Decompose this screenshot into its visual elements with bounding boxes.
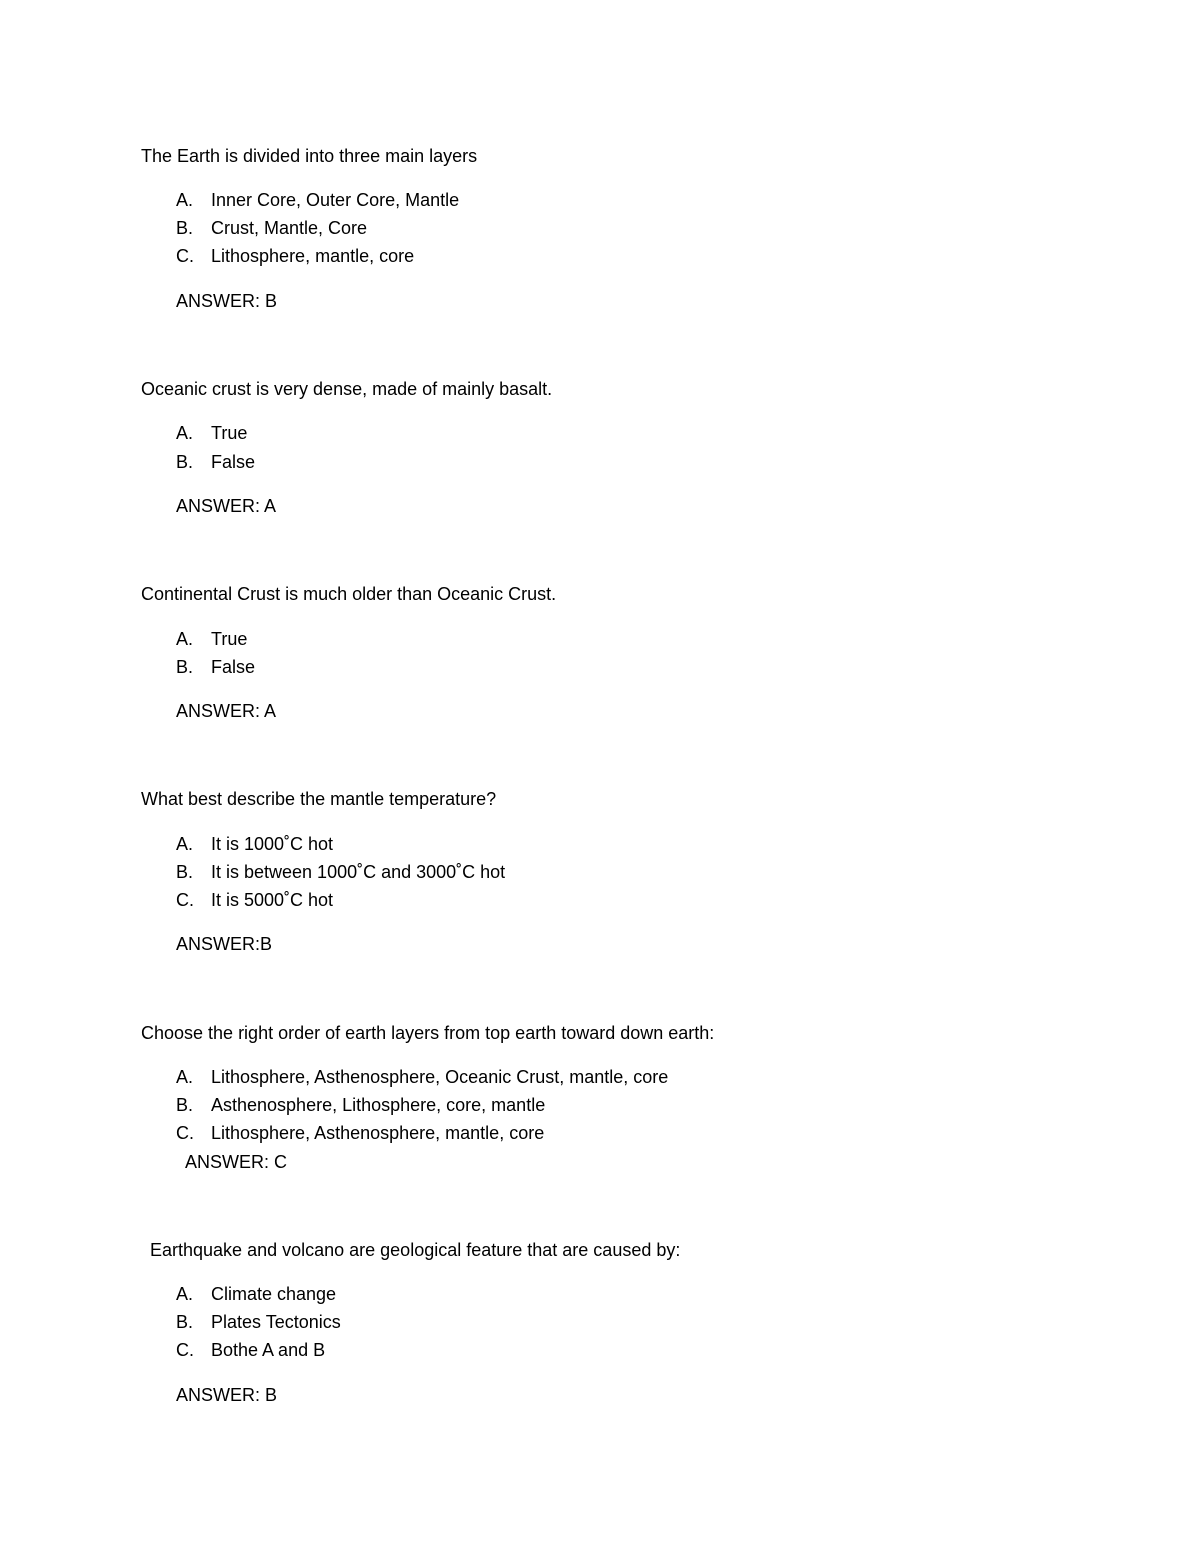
question-6-option-a-text: Climate change bbox=[211, 1284, 337, 1304]
question-4-option-c-text: It is 5000˚C hot bbox=[211, 890, 334, 910]
question-6-text: Earthquake and volcano are geological feature that are caused by: bbox=[150, 1240, 681, 1260]
question-3-option-a-letter: A. bbox=[176, 629, 194, 649]
question-6-option-c-letter: C. bbox=[176, 1340, 194, 1360]
question-5-option-c-text: Lithosphere, Asthenosphere, mantle, core bbox=[211, 1123, 545, 1143]
question-4-text: What best describe the mantle temperature? bbox=[141, 789, 497, 809]
question-2-answer: ANSWER: A bbox=[176, 496, 277, 516]
question-5-option-b-letter: B. bbox=[176, 1095, 194, 1115]
question-3-text: Continental Crust is much older than Oceanic Crust. bbox=[141, 584, 557, 604]
question-1-option-a-text: Inner Core, Outer Core, Mantle bbox=[211, 190, 460, 210]
question-4-answer: ANSWER:B bbox=[176, 934, 273, 954]
question-5-answer: ANSWER: C bbox=[185, 1152, 288, 1172]
question-5-option-a-letter: A. bbox=[176, 1067, 194, 1087]
question-3-option-b-letter: B. bbox=[176, 657, 194, 677]
question-5-text: Choose the right order of earth layers from top earth toward down earth: bbox=[141, 1023, 715, 1043]
question-1-answer: ANSWER: B bbox=[176, 291, 278, 311]
question-5-option-a-text: Lithosphere, Asthenosphere, Oceanic Crust, mantle, core bbox=[211, 1067, 669, 1087]
question-6-answer: ANSWER: B bbox=[176, 1385, 278, 1405]
question-2-option-a-text: True bbox=[211, 423, 248, 443]
question-3-option-a-text: True bbox=[211, 629, 248, 649]
question-1-option-b-text: Crust, Mantle, Core bbox=[211, 218, 368, 238]
question-2-text: Oceanic crust is very dense, made of mainly basalt. bbox=[141, 379, 553, 399]
question-3-answer: ANSWER: A bbox=[176, 701, 277, 721]
question-4-option-c-letter: C. bbox=[176, 890, 194, 910]
question-5-option-c-letter: C. bbox=[176, 1123, 194, 1143]
question-2-option-b-letter: B. bbox=[176, 452, 194, 472]
question-4-option-a-letter: A. bbox=[176, 834, 194, 854]
question-2-option-a-letter: A. bbox=[176, 423, 194, 443]
question-6-option-a-letter: A. bbox=[176, 1284, 194, 1304]
question-2-option-b-text: False bbox=[211, 452, 256, 472]
question-1-option-c-text: Lithosphere, mantle, core bbox=[211, 246, 415, 266]
question-6-option-c-text: Bothe A and B bbox=[211, 1340, 326, 1360]
question-6-option-b-text: Plates Tectonics bbox=[211, 1312, 341, 1332]
question-1-option-b-letter: B. bbox=[176, 218, 194, 238]
question-6-option-b-letter: B. bbox=[176, 1312, 194, 1332]
question-4-option-a-text: It is 1000˚C hot bbox=[211, 834, 334, 854]
question-1-text: The Earth is divided into three main layers bbox=[141, 146, 478, 166]
question-4-option-b-text: It is between 1000˚C and 3000˚C hot bbox=[211, 862, 506, 882]
question-1-option-a-letter: A. bbox=[176, 190, 194, 210]
question-3-option-b-text: False bbox=[211, 657, 256, 677]
question-5-option-b-text: Asthenosphere, Lithosphere, core, mantle bbox=[211, 1095, 546, 1115]
question-4-option-b-letter: B. bbox=[176, 862, 194, 882]
question-1-option-c-letter: C. bbox=[176, 246, 194, 266]
